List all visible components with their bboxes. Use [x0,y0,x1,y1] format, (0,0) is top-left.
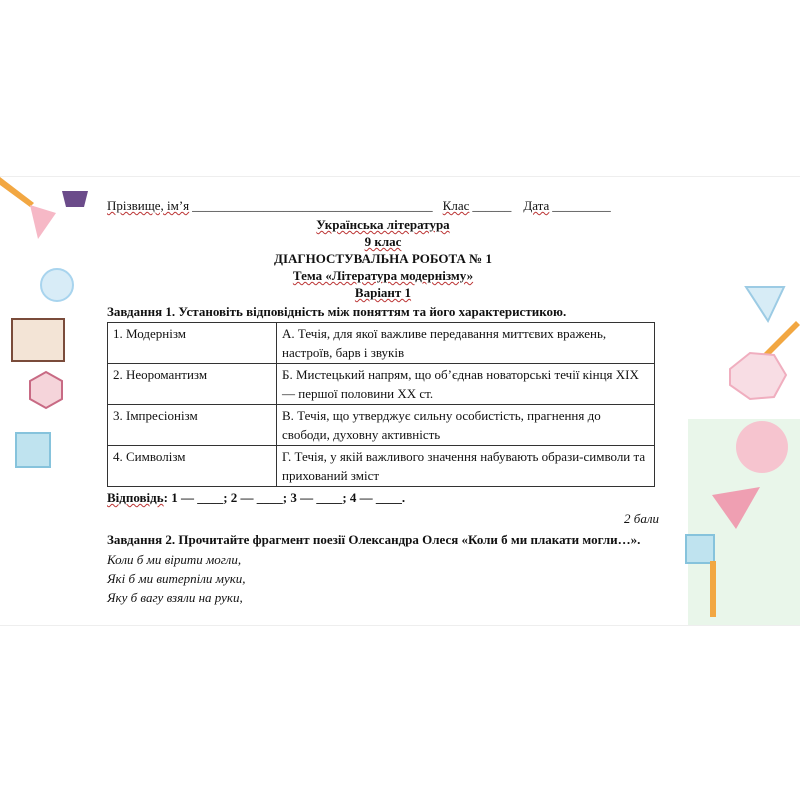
work-title: ДІАГНОСТУВАЛЬНА РОБОТА № 1 [274,251,492,266]
circle-decoration-icon [736,421,788,473]
worksheet-document [107,197,659,607]
table-row [108,323,655,364]
matching-table [107,322,655,487]
poem-line: Коли б ми вірити могли, [107,552,242,567]
variant-title: Варіант 1 [354,285,412,300]
date-label: Дата [523,198,550,213]
score-label: 2 бали [624,511,659,526]
definition-cell: В. Течія, що утверджує сильну особистість, прагнення до свободи, духовну активність [277,405,655,446]
date-blank: _________ [552,198,611,213]
answer-blanks: : 1 — ____; 2 — ____; 3 — ____; 4 — ____. [163,490,406,505]
triangle-decoration-icon [30,205,56,239]
answer-label: Відповідь [107,490,164,505]
task1-instruction: Завдання 1. Установіть відповідність між поняттям та його характеристикою. [107,304,567,319]
student-info-line [107,197,659,214]
name-blank: _____________________________________ [192,198,433,213]
name-label: Прізвище, ім’я [107,198,190,213]
class-label: Клас [442,198,470,213]
poem-line: Які б ми витерпіли муки, [107,571,246,586]
table-row [108,364,655,405]
definition-cell: Г. Течія, у якій важливого значення набувають образи-символи та прихований зміст [277,446,655,487]
hexagon-decoration-icon [730,353,786,399]
decorative-right-shapes [672,177,800,625]
table-row [108,405,655,446]
decorative-left-shapes [0,177,105,625]
term-cell: 4. Символізм [108,446,277,487]
subject-title: Українська література [316,217,450,232]
poem-line: Яку б вагу взяли на руки, [107,590,243,605]
circle-decoration-icon [41,269,73,301]
topic-title: Тема «Література модернізму» [292,268,474,283]
term-cell: 2. Неоромантизм [108,364,277,405]
task2-instruction: Завдання 2. Прочитайте фрагмент поезії Олександра Олеся «Коли б ми плакати могли…». [107,532,641,547]
definition-cell: Б. Мистецький напрям, що об’єднав новаторські течії кінця XIX — першої половини XX ст. [277,364,655,405]
grade-title: 9 клас [364,234,402,249]
flask-decoration-icon [62,191,88,207]
pencil-decoration-icon [0,177,34,207]
pencil-decoration-icon [710,561,716,617]
definition-cell: А. Течія, для якої важливе передавання миттєвих вражень, настроїв, барв і звуків [277,323,655,364]
hexagon-decoration-icon [30,372,62,408]
class-blank: ______ [472,198,512,213]
table-row [108,446,655,487]
worksheet-slide [0,176,800,626]
answer-line [107,489,659,506]
triangle-outline-decoration-icon [746,287,784,321]
square-decoration-icon [16,433,50,467]
book-decoration-icon [12,319,64,361]
term-cell: 3. Імпресіонізм [108,405,277,446]
poem-fragment [107,550,659,607]
term-cell: 1. Модернізм [108,323,277,364]
square-decoration-icon [686,535,714,563]
